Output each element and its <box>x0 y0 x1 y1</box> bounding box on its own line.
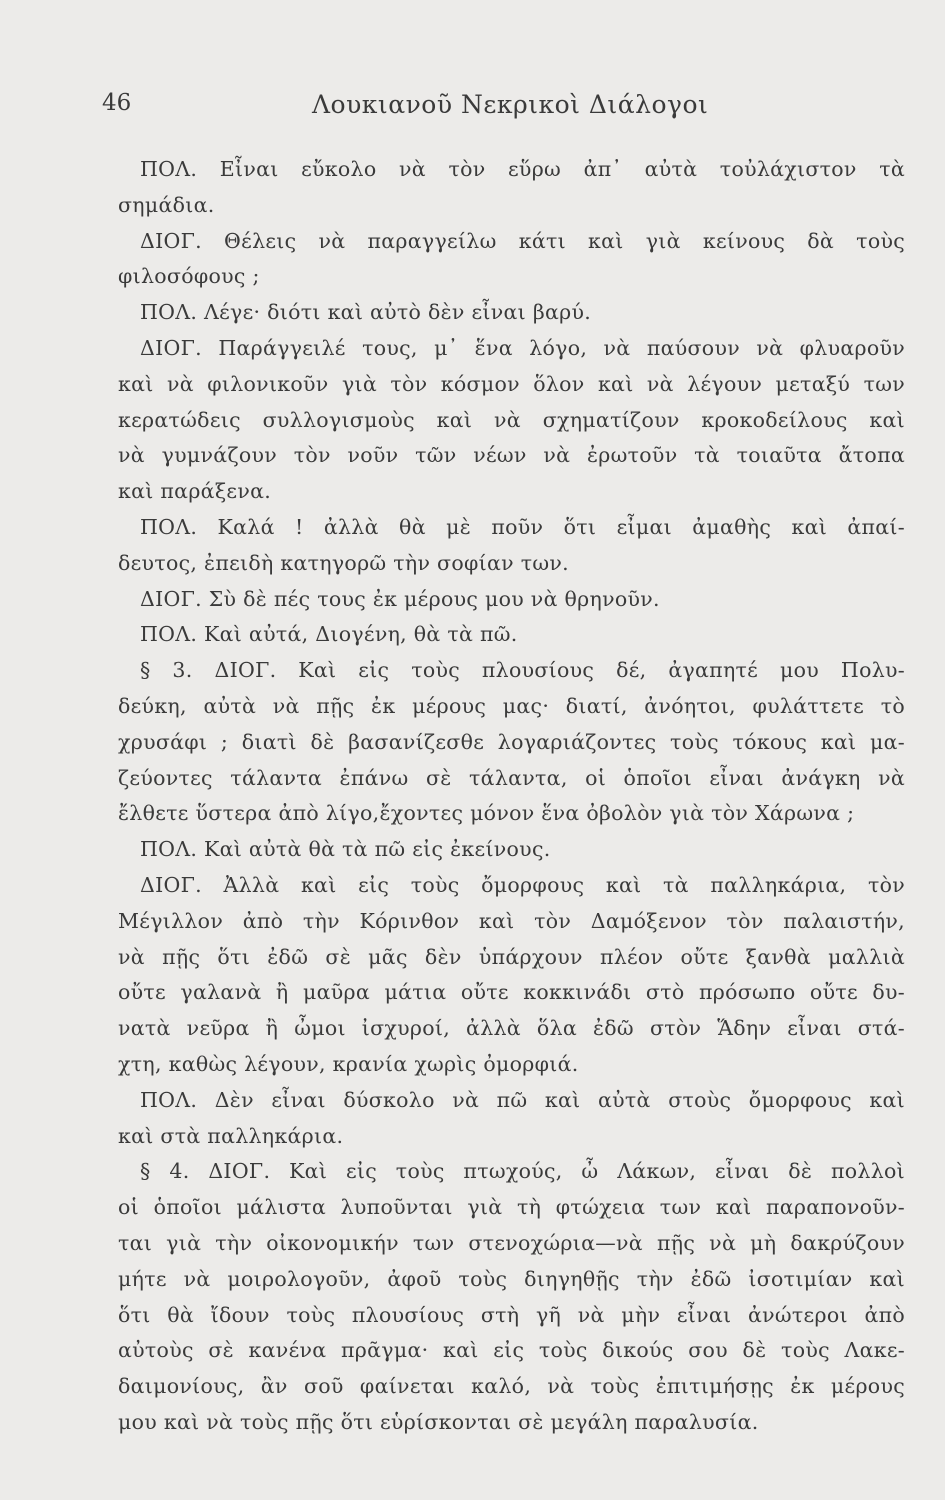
text-line: δευτος, ἐπειδὴ κατηγορῶ τὴν σοφίαν των. <box>118 550 569 575</box>
text-line: ἔλθετε ὕστερα ἀπὸ λίγο,ἔχοντες μόνον ἕνα ὀβολὸν γιὰ τὸν Χάρωνα ; <box>118 801 855 826</box>
text-line: ζεύοντες τάλαντα ἐπάνω σὲ τάλαντα, οἱ ὁποῖοι εἶναι ἀνάγκη νὰ <box>118 765 905 790</box>
running-title: Λουκιανοῦ Νεκρικοὶ Διάλογοι <box>312 90 709 119</box>
text-line: σημάδια. <box>118 192 215 217</box>
text-line: δεύκη, αὐτὰ νὰ πῇς ἐκ μέρους μας· διατί, ἀνόητοι, φυλάττετε τὸ <box>118 693 905 718</box>
text-line: § 4. ΔΙΟΓ. Καὶ εἰς τοὺς πτωχούς, ὦ Λάκων, εἶναι δὲ πολλοὶ <box>140 1159 905 1184</box>
text-line: κερατώδεις συλλογισμοὺς καὶ νὰ σχηματίζουν κροκοδείλους καὶ <box>118 407 905 432</box>
text-line: ται γιὰ τὴν οἰκονομικήν των στενοχώρια—νὰ πῇς νὰ μὴ δακρύζουν <box>118 1230 905 1255</box>
body-text <box>118 152 905 1441</box>
text-line: ΠΟΛ. Εἶναι εὔκολο νὰ τὸν εὕρω ἀπ᾽ αὐτὰ τοὐλάχιστον τὰ <box>140 157 905 181</box>
text-line: χτη, καθὼς λέγουν, κρανία χωρὶς ὀμορφιά. <box>118 1051 579 1076</box>
text-line: ΔΙΟΓ. Θέλεις νὰ παραγγείλω κάτι καὶ γιὰ κείνους δὰ τοὺς <box>140 228 905 253</box>
text-line: καὶ νὰ φιλονικοῦν γιὰ τὸν κόσμον ὅλον καὶ νὰ λέγουν μεταξύ των <box>118 371 905 396</box>
text-line: χρυσάφι ; διατὶ δὲ βασανίζεσθε λογαριάζοντες τοὺς τόκους καὶ μα- <box>118 729 905 754</box>
text-line: φιλοσόφους ; <box>118 264 260 289</box>
text-line: νὰ πῇς ὅτι ἐδῶ σὲ μᾶς δὲν ὑπάρχουν πλέον οὔτε ξανθὰ μαλλιὰ <box>118 944 905 969</box>
text-line: οὔτε γαλανὰ ἢ μαῦρα μάτια οὔτε κοκκινάδι στὸ πρόσωπο οὔτε δυ- <box>118 980 905 1005</box>
text-line: ΠΟΛ. Καὶ αὐτά, Διογένη, θὰ τὰ πῶ. <box>140 622 518 647</box>
text-line: Μέγιλλον ἀπὸ τὴν Κόρινθον καὶ τὸν Δαμόξενον τὸν παλαιστήν, <box>118 908 905 933</box>
text-line: ὅτι θὰ ἴδουν τοὺς πλουσίους στὴ γῆ νὰ μὴν εἶναι ἀνώτεροι ἀπὸ <box>118 1302 905 1327</box>
text-line: δαιμονίους, ἂν σοῦ φαίνεται καλό, νὰ τοὺς ἐπιτιμήσῃς ἐκ μέρους <box>118 1374 905 1399</box>
text-line: καὶ στὰ παλληκάρια. <box>118 1123 344 1148</box>
text-line: νὰ γυμνάζουν τὸν νοῦν τῶν νέων νὰ ἐρωτοῦν τὰ τοιαῦτα ἄτοπα <box>118 443 905 468</box>
text-line: αὐτοὺς σὲ κανένα πρᾶγμα· καὶ εἰς τοὺς δικούς σου δὲ τοὺς Λακε- <box>118 1338 905 1363</box>
text-line: μήτε νὰ μοιρολογοῦν, ἀφοῦ τοὺς διηγηθῇς τὴν ἐδῶ ἰσοτιμίαν καὶ <box>118 1266 905 1291</box>
text-line: ΠΟΛ. Δὲν εἶναι δύσκολο νὰ πῶ καὶ αὐτὰ στοὺς ὄμορφους καὶ <box>140 1087 905 1112</box>
text-line: ΠΟΛ. Λέγε· διότι καὶ αὐτὸ δὲν εἶναι βαρύ. <box>140 300 592 325</box>
text-line: καὶ παράξενα. <box>118 479 272 504</box>
text-line: ΔΙΟΓ. Ἀλλὰ καὶ εἰς τοὺς ὄμορφους καὶ τὰ παλληκάρια, τὸν <box>140 872 905 897</box>
text-line: § 3. ΔΙΟΓ. Καὶ εἰς τοὺς πλουσίους δέ, ἀγαπητέ μου Πολυ- <box>140 658 905 683</box>
text-line: ΠΟΛ. Καὶ αὐτὰ θὰ τὰ πῶ εἰς ἐκείνους. <box>140 837 551 862</box>
text-line: ΔΙΟΓ. Σὺ δὲ πές τους ἐκ μέρους μου νὰ θρηνοῦν. <box>140 586 660 611</box>
text-line: νατὰ νεῦρα ἢ ὦμοι ἰσχυροί, ἀλλὰ ὅλα ἐδῶ στὸν Ἅδην εἶναι στά- <box>118 1016 905 1041</box>
text-line: ΔΙΟΓ. Παράγγειλέ τους, μ᾽ ἕνα λόγο, νὰ παύσουν νὰ φλυαροῦν <box>140 335 905 360</box>
text-line: ΠΟΛ. Καλά ! ἀλλὰ θὰ μὲ ποῦν ὅτι εἶμαι ἀμαθὴς καὶ ἀπαί- <box>140 514 905 539</box>
text-line: οἱ ὁποῖοι μάλιστα λυποῦνται γιὰ τὴ φτώχεια των καὶ παραπονοῦν- <box>118 1195 905 1220</box>
page-number: 46 <box>102 90 132 116</box>
text-line: μου καὶ νὰ τοὺς πῇς ὅτι εὑρίσκονται σὲ μεγάλη παραλυσία. <box>118 1409 759 1434</box>
running-head <box>102 84 822 124</box>
